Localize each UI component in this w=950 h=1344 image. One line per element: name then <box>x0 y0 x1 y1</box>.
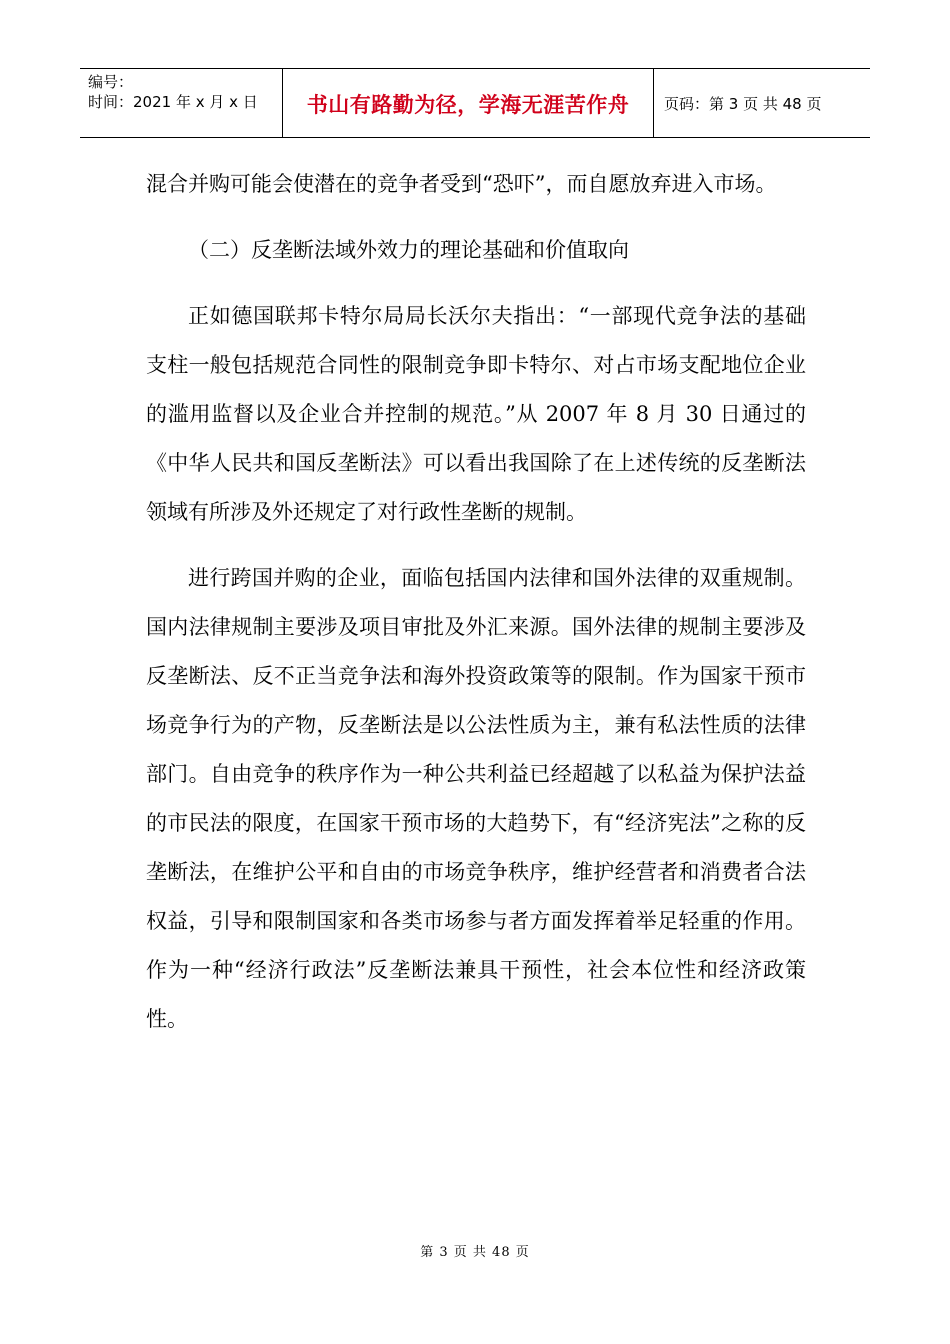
document-date: 时间：2021 年 x 月 x 日 <box>88 93 258 111</box>
document-number-label: 编号： <box>88 73 134 91</box>
paragraph-1: 混合并购可能会使潜在的竞争者受到“恐吓”，而自愿放弃进入市场。 <box>146 172 777 196</box>
header-motto-cell <box>282 69 654 137</box>
paragraph-3: 进行跨国并购的企业，面临包括国内法律和国外法律的双重规制。国内法律规制主要涉及项目审批及外汇来源。国外法律的规制主要涉及反垄断法、反不正当竞争法和海外投资政策等的限制。作为国家干预市场竞争行为的产物，反垄断法是以公法性质为主，兼有私法性质的法律部门。自由竞争的秩序作为一种公共利益已经超越了以私益为保护法益的市民法的限度，在国家干预市场的大趋势下，有“经济宪法”之称的反垄断法，在维护公平和自由的市场竞争秩序，维护经营者和消费者合法权益，引导和限制国家和各类市场参与者方面发挥着举足轻重的作用。作为一种“经济行政法”反垄断法兼具干预性，社会本位性和经济政策性。 <box>146 566 806 1031</box>
page-footer: 第 3 页 共 48 页 <box>420 1245 530 1260</box>
header-page-info: 页码：第 3 页 共 48 页 <box>664 94 822 113</box>
header-motto: 书山有路勤为径，学海无涯苦作舟 <box>306 93 630 117</box>
paragraph-2: 正如德国联邦卡特尔局局长沃尔夫指出：“一部现代竞争法的基础支柱一般包括规范合同性的限制竞争即卡特尔、对占市场支配地位企业的滥用监督以及企业合并控制的规范。”从 2007 年 8 月 30 日通过的《中华人民共和国反垄断法》可以看出我国除了在上述传统的反垄断法领域有所涉及外还规定了对行政性垄断的规制。 <box>146 304 806 524</box>
document-body <box>146 160 806 1044</box>
section-heading: （二）反垄断法域外效力的理论基础和价值取向 <box>188 238 629 262</box>
page-header <box>80 68 870 138</box>
header-page-info-cell <box>654 69 870 137</box>
header-meta <box>80 69 282 137</box>
